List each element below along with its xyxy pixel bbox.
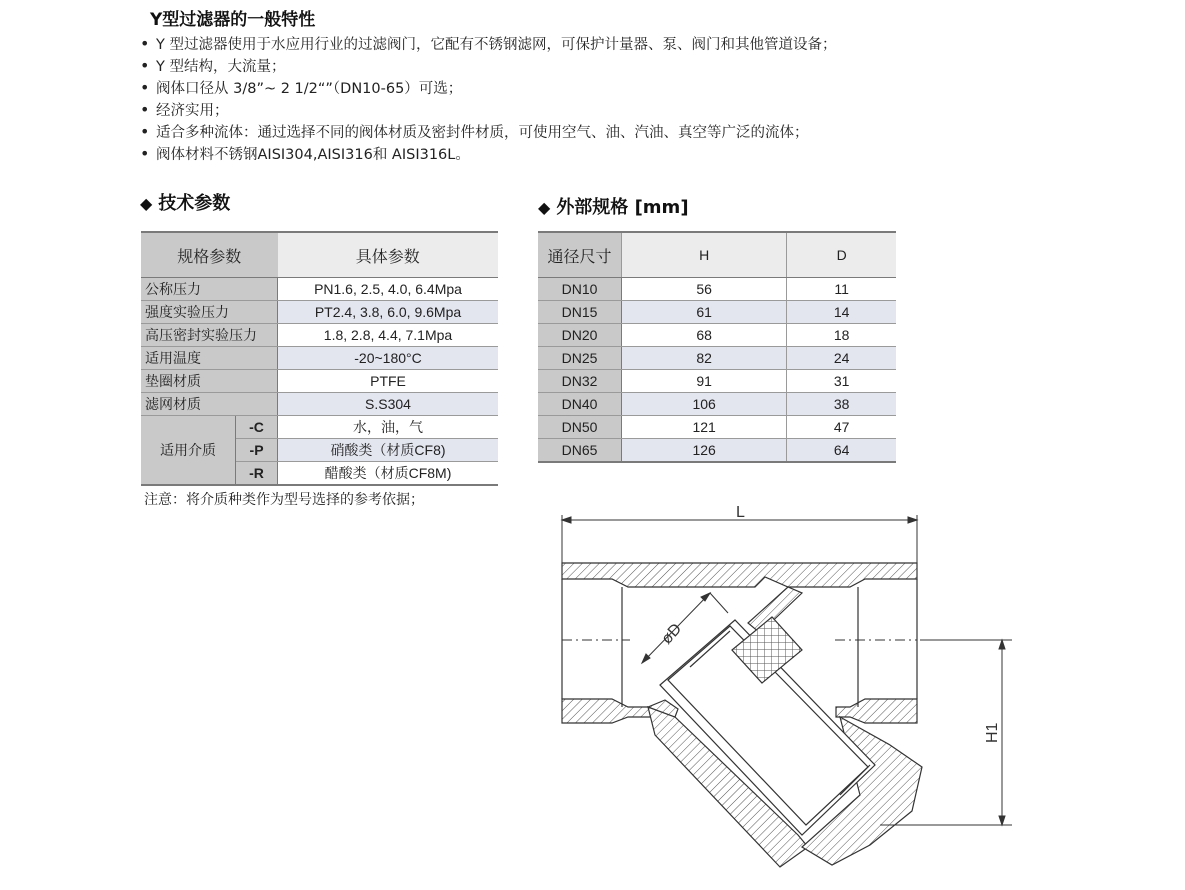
media-label: 适用介质 bbox=[141, 416, 236, 486]
table-row bbox=[538, 301, 896, 324]
diamond-icon: ◆ bbox=[140, 194, 153, 213]
dn-cell: DN40 bbox=[538, 393, 622, 416]
row-value: S.S304 bbox=[278, 393, 499, 416]
col-header-h: H bbox=[622, 232, 787, 278]
dims-heading-text: 外部规格 [mm] bbox=[556, 197, 689, 218]
media-code: -P bbox=[236, 439, 278, 462]
h-cell: 68 bbox=[622, 324, 787, 347]
bullet-icon: • bbox=[140, 78, 150, 97]
table-row bbox=[141, 370, 498, 393]
dn-cell: DN20 bbox=[538, 324, 622, 347]
selection-note: 注意：将介质种类作为型号选择的参考依据； bbox=[144, 492, 424, 508]
feature-item bbox=[140, 55, 836, 77]
tech-section-heading bbox=[140, 189, 230, 215]
dimension-l bbox=[562, 515, 917, 565]
col-header-d: D bbox=[787, 232, 896, 278]
h-cell: 126 bbox=[622, 439, 787, 463]
h-cell: 91 bbox=[622, 370, 787, 393]
col-header-dn: 通径尺寸 bbox=[538, 232, 622, 278]
table-row bbox=[141, 416, 498, 439]
media-code: -R bbox=[236, 462, 278, 486]
dn-cell: DN65 bbox=[538, 439, 622, 463]
row-label: 公称压力 bbox=[141, 278, 278, 301]
dn-cell: DN50 bbox=[538, 416, 622, 439]
bullet-icon: • bbox=[140, 34, 150, 53]
bullet-icon: • bbox=[140, 122, 150, 141]
label-l: L bbox=[736, 504, 745, 521]
feature-item bbox=[140, 143, 836, 165]
d-cell: 18 bbox=[787, 324, 896, 347]
d-cell: 64 bbox=[787, 439, 896, 463]
table-row bbox=[538, 324, 896, 347]
table-header-row bbox=[538, 232, 896, 278]
h-cell: 106 bbox=[622, 393, 787, 416]
row-label: 强度实验压力 bbox=[141, 301, 278, 324]
table-row bbox=[538, 370, 896, 393]
row-value: PN1.6, 2.5, 4.0, 6.4Mpa bbox=[278, 278, 499, 301]
dimensions-table bbox=[538, 231, 896, 463]
feature-text: 适合多种流体：通过选择不同的阀体材质及密封件材质，可使用空气、油、汽油、真空等广泛的流体； bbox=[156, 125, 809, 141]
row-label: 高压密封实验压力 bbox=[141, 324, 278, 347]
table-row bbox=[538, 347, 896, 370]
feature-item bbox=[140, 77, 836, 99]
tech-heading-text: 技术参数 bbox=[158, 193, 231, 214]
table-row bbox=[141, 393, 498, 416]
media-value: 水，油，气 bbox=[278, 416, 499, 439]
feature-list bbox=[140, 33, 836, 165]
table-row bbox=[141, 301, 498, 324]
row-value: 1.8, 2.8, 4.4, 7.1Mpa bbox=[278, 324, 499, 347]
d-cell: 38 bbox=[787, 393, 896, 416]
diamond-icon: ◆ bbox=[538, 198, 551, 217]
feature-item bbox=[140, 99, 836, 121]
row-label: 适用温度 bbox=[141, 347, 278, 370]
table-row bbox=[538, 393, 896, 416]
row-label: 滤网材质 bbox=[141, 393, 278, 416]
feature-item bbox=[140, 33, 836, 55]
page-title: Y型过滤器的一般特性 bbox=[150, 10, 316, 30]
media-code: -C bbox=[236, 416, 278, 439]
feature-text: 阀体材料不锈钢AISI304,AISI316和 AISI316L。 bbox=[156, 147, 470, 163]
table-header-row bbox=[141, 232, 498, 278]
media-value: 醋酸类（材质CF8M) bbox=[324, 465, 452, 481]
row-label: 垫圈材质 bbox=[141, 370, 278, 393]
d-cell: 14 bbox=[787, 301, 896, 324]
col-header-detail: 具体参数 bbox=[278, 232, 499, 278]
label-d: øD bbox=[658, 620, 686, 648]
d-cell: 24 bbox=[787, 347, 896, 370]
table-row bbox=[538, 439, 896, 463]
row-value: PTFE bbox=[278, 370, 499, 393]
table-row bbox=[538, 278, 896, 301]
dn-cell: DN25 bbox=[538, 347, 622, 370]
table-row bbox=[141, 324, 498, 347]
h-cell: 56 bbox=[622, 278, 787, 301]
media-value: 硝酸类（材质CF8) bbox=[278, 439, 499, 462]
d-cell: 11 bbox=[787, 278, 896, 301]
dn-cell: DN10 bbox=[538, 278, 622, 301]
bullet-icon: • bbox=[140, 56, 150, 75]
table-row bbox=[141, 347, 498, 370]
d-cell: 31 bbox=[787, 370, 896, 393]
feature-text: Y 型结构，大流量； bbox=[156, 59, 286, 75]
label-h1: H1 bbox=[984, 722, 1001, 743]
dn-cell: DN32 bbox=[538, 370, 622, 393]
feature-text: Y 型过滤器使用于水应用行业的过滤阀门，它配有不锈钢滤网，可保护计量器、泵、阀门和其他管道设备； bbox=[156, 37, 837, 53]
h-cell: 82 bbox=[622, 347, 787, 370]
tech-params-table bbox=[141, 231, 498, 486]
row-value: -20~180°C bbox=[278, 347, 499, 370]
table-row bbox=[141, 278, 498, 301]
d-cell: 47 bbox=[787, 416, 896, 439]
row-value: PT2.4, 3.8, 6.0, 9.6Mpa bbox=[278, 301, 499, 324]
table-row bbox=[538, 416, 896, 439]
h-cell: 61 bbox=[622, 301, 787, 324]
h-cell: 121 bbox=[622, 416, 787, 439]
dims-section-heading bbox=[538, 193, 689, 219]
bullet-icon: • bbox=[140, 100, 150, 119]
y-strainer-drawing bbox=[540, 495, 1020, 885]
bullet-icon: • bbox=[140, 144, 150, 163]
col-header-spec: 规格参数 bbox=[141, 232, 278, 278]
dn-cell: DN15 bbox=[538, 301, 622, 324]
feature-item bbox=[140, 121, 836, 143]
feature-text: 阀体口径从 3/8”~ 2 1/2“”（DN10-65）可选； bbox=[156, 81, 463, 97]
feature-text: 经济实用； bbox=[156, 103, 229, 119]
